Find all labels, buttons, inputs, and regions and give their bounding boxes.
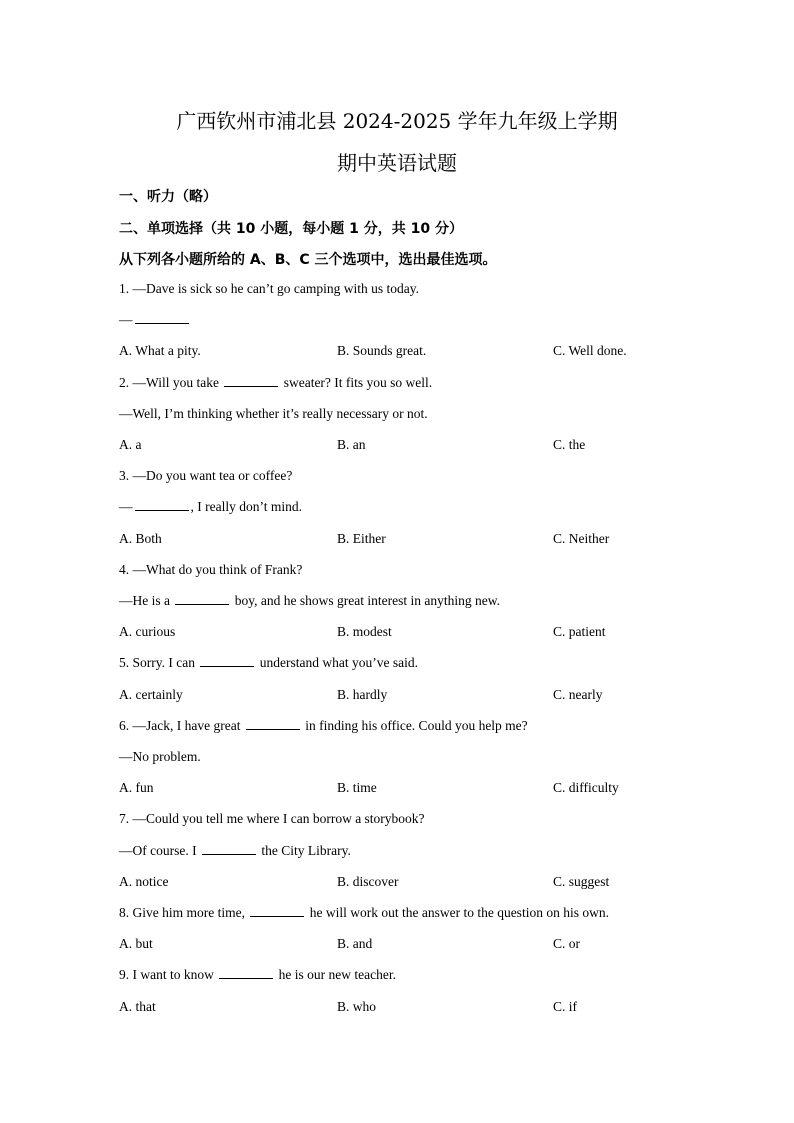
answer-blank xyxy=(135,322,189,324)
question-text: 1. —Dave is sick so he can’t go camping with us today. xyxy=(119,281,419,296)
question-1-option-a: A. What a pity. xyxy=(119,343,201,359)
answer-blank xyxy=(224,385,278,387)
question-5-option-c: C. nearly xyxy=(553,686,603,702)
question-5-line-1 xyxy=(119,655,418,671)
question-2-option-a: A. a xyxy=(119,437,142,452)
question-7-option-b: B. discover xyxy=(337,873,399,889)
question-6-option-b: B. time xyxy=(337,780,377,796)
question-2-option-c: C. the xyxy=(553,437,586,452)
question-3-option-c: C. Neither xyxy=(553,530,610,546)
exam-title-line1: 广西钦州市浦北县 2024-2025 学年九年级上学期 xyxy=(176,109,618,133)
question-6-option-c: C. difficulty xyxy=(553,780,619,796)
question-text: —No problem. xyxy=(119,749,201,764)
question-4-option-b: B. modest xyxy=(337,624,392,640)
question-2-option-b: B. an xyxy=(337,437,366,452)
question-text: —Well, I’m thinking whether it’s really necessary or not. xyxy=(119,405,428,421)
question-text: 8. Give him more time, xyxy=(119,905,249,920)
question-text: —He is a xyxy=(119,593,174,608)
question-9-option-b: B. who xyxy=(337,998,377,1014)
answer-blank xyxy=(202,853,256,855)
question-6-line-1 xyxy=(119,718,528,734)
answer-blank xyxy=(250,915,304,917)
question-text: boy, and he shows great interest in anything new. xyxy=(231,593,500,608)
answer-blank xyxy=(175,603,229,605)
question-text: he is our new teacher. xyxy=(275,967,396,983)
question-8-option-b: B. and xyxy=(337,936,373,952)
question-8-option-c: C. or xyxy=(553,936,580,952)
question-1-option-b: B. Sounds great. xyxy=(337,343,427,359)
question-3-option-b: B. Either xyxy=(337,530,386,546)
question-7-option-c: C. suggest xyxy=(553,873,610,889)
question-1-option-c: C. Well done. xyxy=(553,343,627,359)
question-7-line-2 xyxy=(119,843,351,859)
answer-blank xyxy=(200,665,254,667)
question-text: the City Library. xyxy=(257,842,351,858)
section-single-choice: 二、单项选择（共 10 小题，每小题 1 分，共 10 分） xyxy=(119,221,463,237)
question-9-option-c: C. if xyxy=(553,998,578,1014)
question-text: 5. Sorry. I can xyxy=(119,655,199,671)
answer-blank xyxy=(219,977,273,979)
question-4-option-c: C. patient xyxy=(553,624,606,640)
question-5-option-b: B. hardly xyxy=(337,686,388,702)
question-text: sweater? It fits you so well. xyxy=(280,374,433,390)
question-text: 3. —Do you want tea or coffee? xyxy=(119,468,293,484)
question-8-line-1 xyxy=(119,905,609,921)
question-1-line-1 xyxy=(119,281,419,297)
question-2-line-2 xyxy=(119,406,428,422)
question-text: , I really don’t mind. xyxy=(190,499,302,515)
question-text: 9. I want to know xyxy=(119,967,218,983)
answer-blank xyxy=(135,509,189,511)
question-text: he will work out the answer to the question on his own. xyxy=(306,905,609,920)
question-4-line-1 xyxy=(119,562,302,578)
question-7-line-1 xyxy=(119,811,425,827)
question-text: — xyxy=(119,312,133,328)
question-text: 4. —What do you think of Frank? xyxy=(119,561,303,577)
question-text: in finding his office. Could you help me? xyxy=(301,717,528,733)
question-5-option-a: A. certainly xyxy=(119,686,183,702)
question-text: 2. —Will you take xyxy=(119,374,223,390)
question-4-option-a: A. curious xyxy=(119,624,176,640)
question-3-line-2 xyxy=(119,499,302,515)
question-3-line-1 xyxy=(119,468,292,484)
answer-blank xyxy=(246,728,300,730)
question-6-option-a: A. fun xyxy=(119,780,154,796)
question-2-line-1 xyxy=(119,375,432,391)
question-8-option-a: A. but xyxy=(119,936,153,952)
question-text: understand what you’ve said. xyxy=(256,655,418,671)
question-3-option-a: A. Both xyxy=(119,530,162,546)
question-9-option-a: A. that xyxy=(119,998,156,1014)
exam-title-line2: 期中英语试题 xyxy=(337,151,457,175)
question-text: — xyxy=(119,499,133,515)
question-7-option-a: A. notice xyxy=(119,873,169,889)
question-text: 6. —Jack, I have great xyxy=(119,717,244,733)
question-1-line-2 xyxy=(119,312,191,328)
instruction: 从下列各小题所给的 A、B、C 三个选项中，选出最佳选项。 xyxy=(119,252,497,268)
question-9-line-1 xyxy=(119,967,396,983)
question-text: —Of course. I xyxy=(119,842,200,858)
question-text: 7. —Could you tell me where I can borrow a storybook? xyxy=(119,811,425,827)
question-6-line-2 xyxy=(119,749,201,765)
question-4-line-2 xyxy=(119,593,500,609)
section-listening: 一、听力（略） xyxy=(119,189,217,205)
